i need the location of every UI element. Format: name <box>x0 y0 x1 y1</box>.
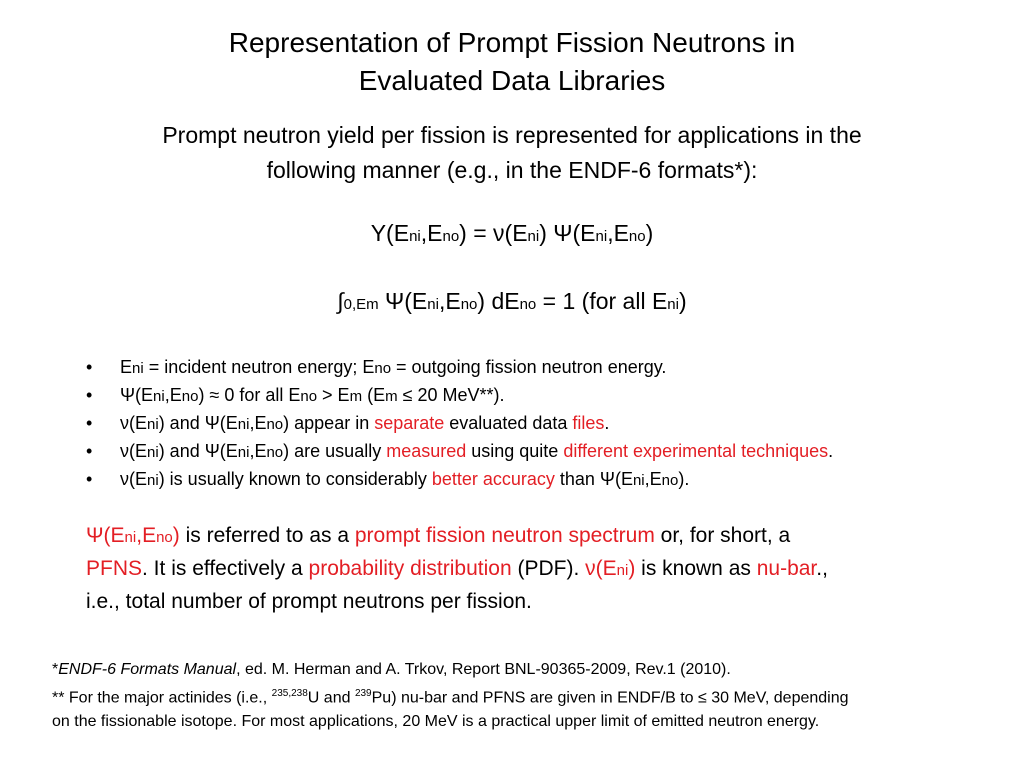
bullet-list <box>86 354 986 494</box>
subscript: ni <box>124 529 137 546</box>
eq-text: ) <box>678 288 687 314</box>
highlight-text: ) <box>172 524 180 547</box>
text: ,E <box>644 469 662 489</box>
bullet-item <box>86 382 986 410</box>
text: ) and Ψ(E <box>158 441 238 461</box>
eq-text: Y(E <box>370 220 410 246</box>
intro-line-1: Prompt neutron yield per fission is represented for applications in the <box>162 122 862 148</box>
subscript: no <box>266 444 284 461</box>
text: evaluated data <box>444 413 573 433</box>
subscript: ni <box>632 472 645 489</box>
eq-subscript: ni <box>667 296 679 313</box>
text: using quite <box>466 441 564 461</box>
text: ). <box>678 469 690 489</box>
subscript: no <box>661 472 679 489</box>
subscript: no <box>156 529 173 546</box>
normalization-equation <box>0 288 1024 315</box>
highlight-text: better accuracy <box>431 469 555 489</box>
text: Ψ(E <box>120 385 154 405</box>
text: ,E <box>164 385 182 405</box>
text: ,E <box>249 441 267 461</box>
bullet-item <box>86 354 986 382</box>
manual-title: ENDF-6 Formats Manual <box>58 661 237 678</box>
text: . <box>604 413 610 433</box>
eq-text: ) dE <box>477 288 520 314</box>
superscript: 235,238 <box>271 688 308 699</box>
eq-subscript: no <box>460 296 478 313</box>
eq-subscript: no <box>519 296 537 313</box>
eq-text: ,E <box>438 288 461 314</box>
highlight-text: files <box>572 413 605 433</box>
highlight-text: Ψ(E <box>86 524 125 547</box>
bullet-item <box>86 466 986 494</box>
eq-text: ) = ν(E <box>459 220 528 246</box>
footnotes <box>52 658 1002 734</box>
highlight-text: ν(E <box>585 557 617 580</box>
text: U and <box>307 689 355 707</box>
text: > E <box>317 385 350 405</box>
highlight-text: PFNS <box>86 557 143 580</box>
subscript: ni <box>237 416 250 433</box>
eq-text: Ψ(E <box>378 288 428 314</box>
highlight-text: different experimental techniques <box>563 441 829 461</box>
text: than Ψ(E <box>554 469 633 489</box>
text: is known as <box>635 557 757 580</box>
highlight-text: prompt fission neutron spectrum <box>354 524 655 547</box>
text: E <box>120 357 133 377</box>
highlight-text: ,E <box>136 524 157 547</box>
text: ν(E <box>120 469 147 489</box>
text: ., <box>816 557 828 580</box>
footnote-2 <box>52 682 1002 710</box>
text: (E <box>362 385 386 405</box>
text: is referred to as a <box>179 524 355 547</box>
text: or, for short, a <box>654 524 791 547</box>
text: = outgoing fission neutron energy. <box>391 357 667 377</box>
highlight-text: separate <box>374 413 445 433</box>
text: ) are usually <box>283 441 387 461</box>
highlight-text: nu-bar <box>756 557 817 580</box>
text: ν(E <box>120 441 147 461</box>
text: , ed. M. Herman and A. Trkov, Report BNL-90365-2009, Rev.1 (2010). <box>236 661 731 678</box>
eq-subscript: 0,Em <box>343 296 379 313</box>
integral-symbol: ∫ <box>337 288 344 314</box>
text: ,E <box>249 413 267 433</box>
eq-subscript: ni <box>595 228 608 245</box>
subscript: ni <box>616 562 629 579</box>
text: . <box>828 441 834 461</box>
text: = incident neutron energy; E <box>143 357 375 377</box>
eq-subscript: ni <box>409 228 421 245</box>
subscript: no <box>181 388 199 405</box>
eq-subscript: ni <box>527 228 540 245</box>
eq-subscript: no <box>442 228 460 245</box>
intro-text <box>60 118 964 188</box>
superscript: 239 <box>354 688 372 699</box>
text: ) is usually known to considerably <box>158 469 432 489</box>
text: . It is effectively a <box>142 557 309 580</box>
subscript: ni <box>237 444 250 461</box>
pfns-paragraph <box>86 520 946 617</box>
eq-text: ,E <box>607 220 629 246</box>
text: (PDF). <box>511 557 586 580</box>
eq-subscript: ni <box>427 296 439 313</box>
subscript: ni <box>132 360 144 377</box>
text: ** For the major actinides (i.e., <box>52 689 272 707</box>
text: ) and Ψ(E <box>158 413 238 433</box>
bullet-item <box>86 438 986 466</box>
footnote-1 <box>52 658 1002 682</box>
text: * <box>52 661 59 678</box>
text: ≤ 20 MeV**). <box>397 385 505 405</box>
text: ) ≈ 0 for all E <box>198 385 301 405</box>
eq-text: ,E <box>420 220 443 246</box>
bullet-item <box>86 410 986 438</box>
highlight-text: measured <box>386 441 467 461</box>
subscript: no <box>300 388 318 405</box>
text: i.e., total number of prompt neutrons per fission. <box>86 590 532 613</box>
highlight-text: probability distribution <box>308 557 512 580</box>
highlight-text: ) <box>628 557 636 580</box>
text: Pu) nu-bar and PFNS are given in ENDF/B to ≤ 30 MeV, depending <box>371 689 849 707</box>
subscript: ni <box>147 416 159 433</box>
subscript: ni <box>147 444 159 461</box>
subscript: no <box>266 416 284 433</box>
subscript: no <box>374 360 392 377</box>
intro-line-2: following manner (e.g., in the ENDF-6 formats*): <box>266 157 758 183</box>
title-line-2: Evaluated Data Libraries <box>358 65 666 96</box>
subscript: ni <box>153 388 165 405</box>
eq-subscript: no <box>628 228 646 245</box>
slide-title <box>0 24 1024 100</box>
subscript: m <box>349 388 363 405</box>
eq-text: = 1 (for all E <box>536 288 668 314</box>
eq-text: ) <box>645 220 654 246</box>
text: ν(E <box>120 413 147 433</box>
footnote-2-line-2: on the fissionable isotope. For most applications, 20 MeV is a practical upper limit of emitted neutron energy. <box>52 713 820 731</box>
subscript: ni <box>147 472 159 489</box>
eq-text: ) Ψ(E <box>539 220 596 246</box>
yield-equation <box>0 220 1024 247</box>
subscript: m <box>385 388 398 405</box>
text: ) appear in <box>283 413 375 433</box>
title-line-1: Representation of Prompt Fission Neutrons in <box>228 27 796 58</box>
